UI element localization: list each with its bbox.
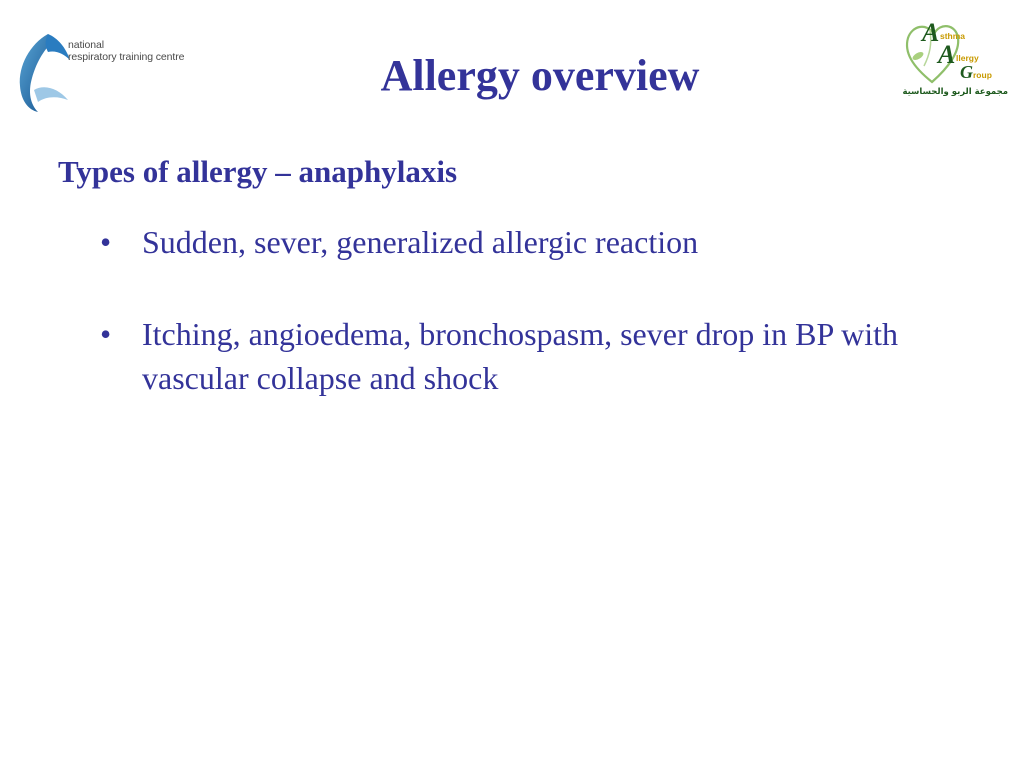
bullet-marker: •: [100, 224, 112, 260]
aag-word-2: llergy: [956, 53, 979, 63]
nrtc-logo-line1: national: [68, 39, 104, 51]
bullet-marker: •: [100, 316, 112, 352]
aag-arabic-text: مجموعة الربو والحساسية: [902, 87, 1008, 97]
bullet-item-symptoms: [98, 312, 998, 400]
aag-letter-g: G: [960, 62, 973, 82]
nrtc-logo: [14, 30, 214, 114]
bullet-text: Sudden, sever, generalized allergic reaction: [142, 224, 699, 260]
aag-logo: [902, 16, 1010, 104]
bullet-item-sudden-reaction: [98, 220, 998, 264]
aag-letter-a2: A: [938, 40, 956, 69]
aag-word-1: sthma: [940, 31, 966, 41]
aag-word-3: roup: [973, 70, 992, 80]
slide-title: Allergy overview: [380, 51, 700, 100]
nrtc-swirl-logo-icon: [14, 30, 74, 114]
slide-subtitle: Types of allergy – anaphylaxis: [58, 154, 458, 189]
bullet-list: [98, 220, 998, 448]
heart-leaf-logo-icon: [902, 16, 1010, 88]
nrtc-logo-line2: respiratory training centre: [68, 51, 185, 63]
nrtc-logo-text: [68, 39, 184, 63]
aag-letter-a1: A: [922, 18, 940, 47]
bullet-text: Itching, angioedema, bronchospasm, sever drop in BP with vascular collapse and shock: [142, 316, 898, 396]
